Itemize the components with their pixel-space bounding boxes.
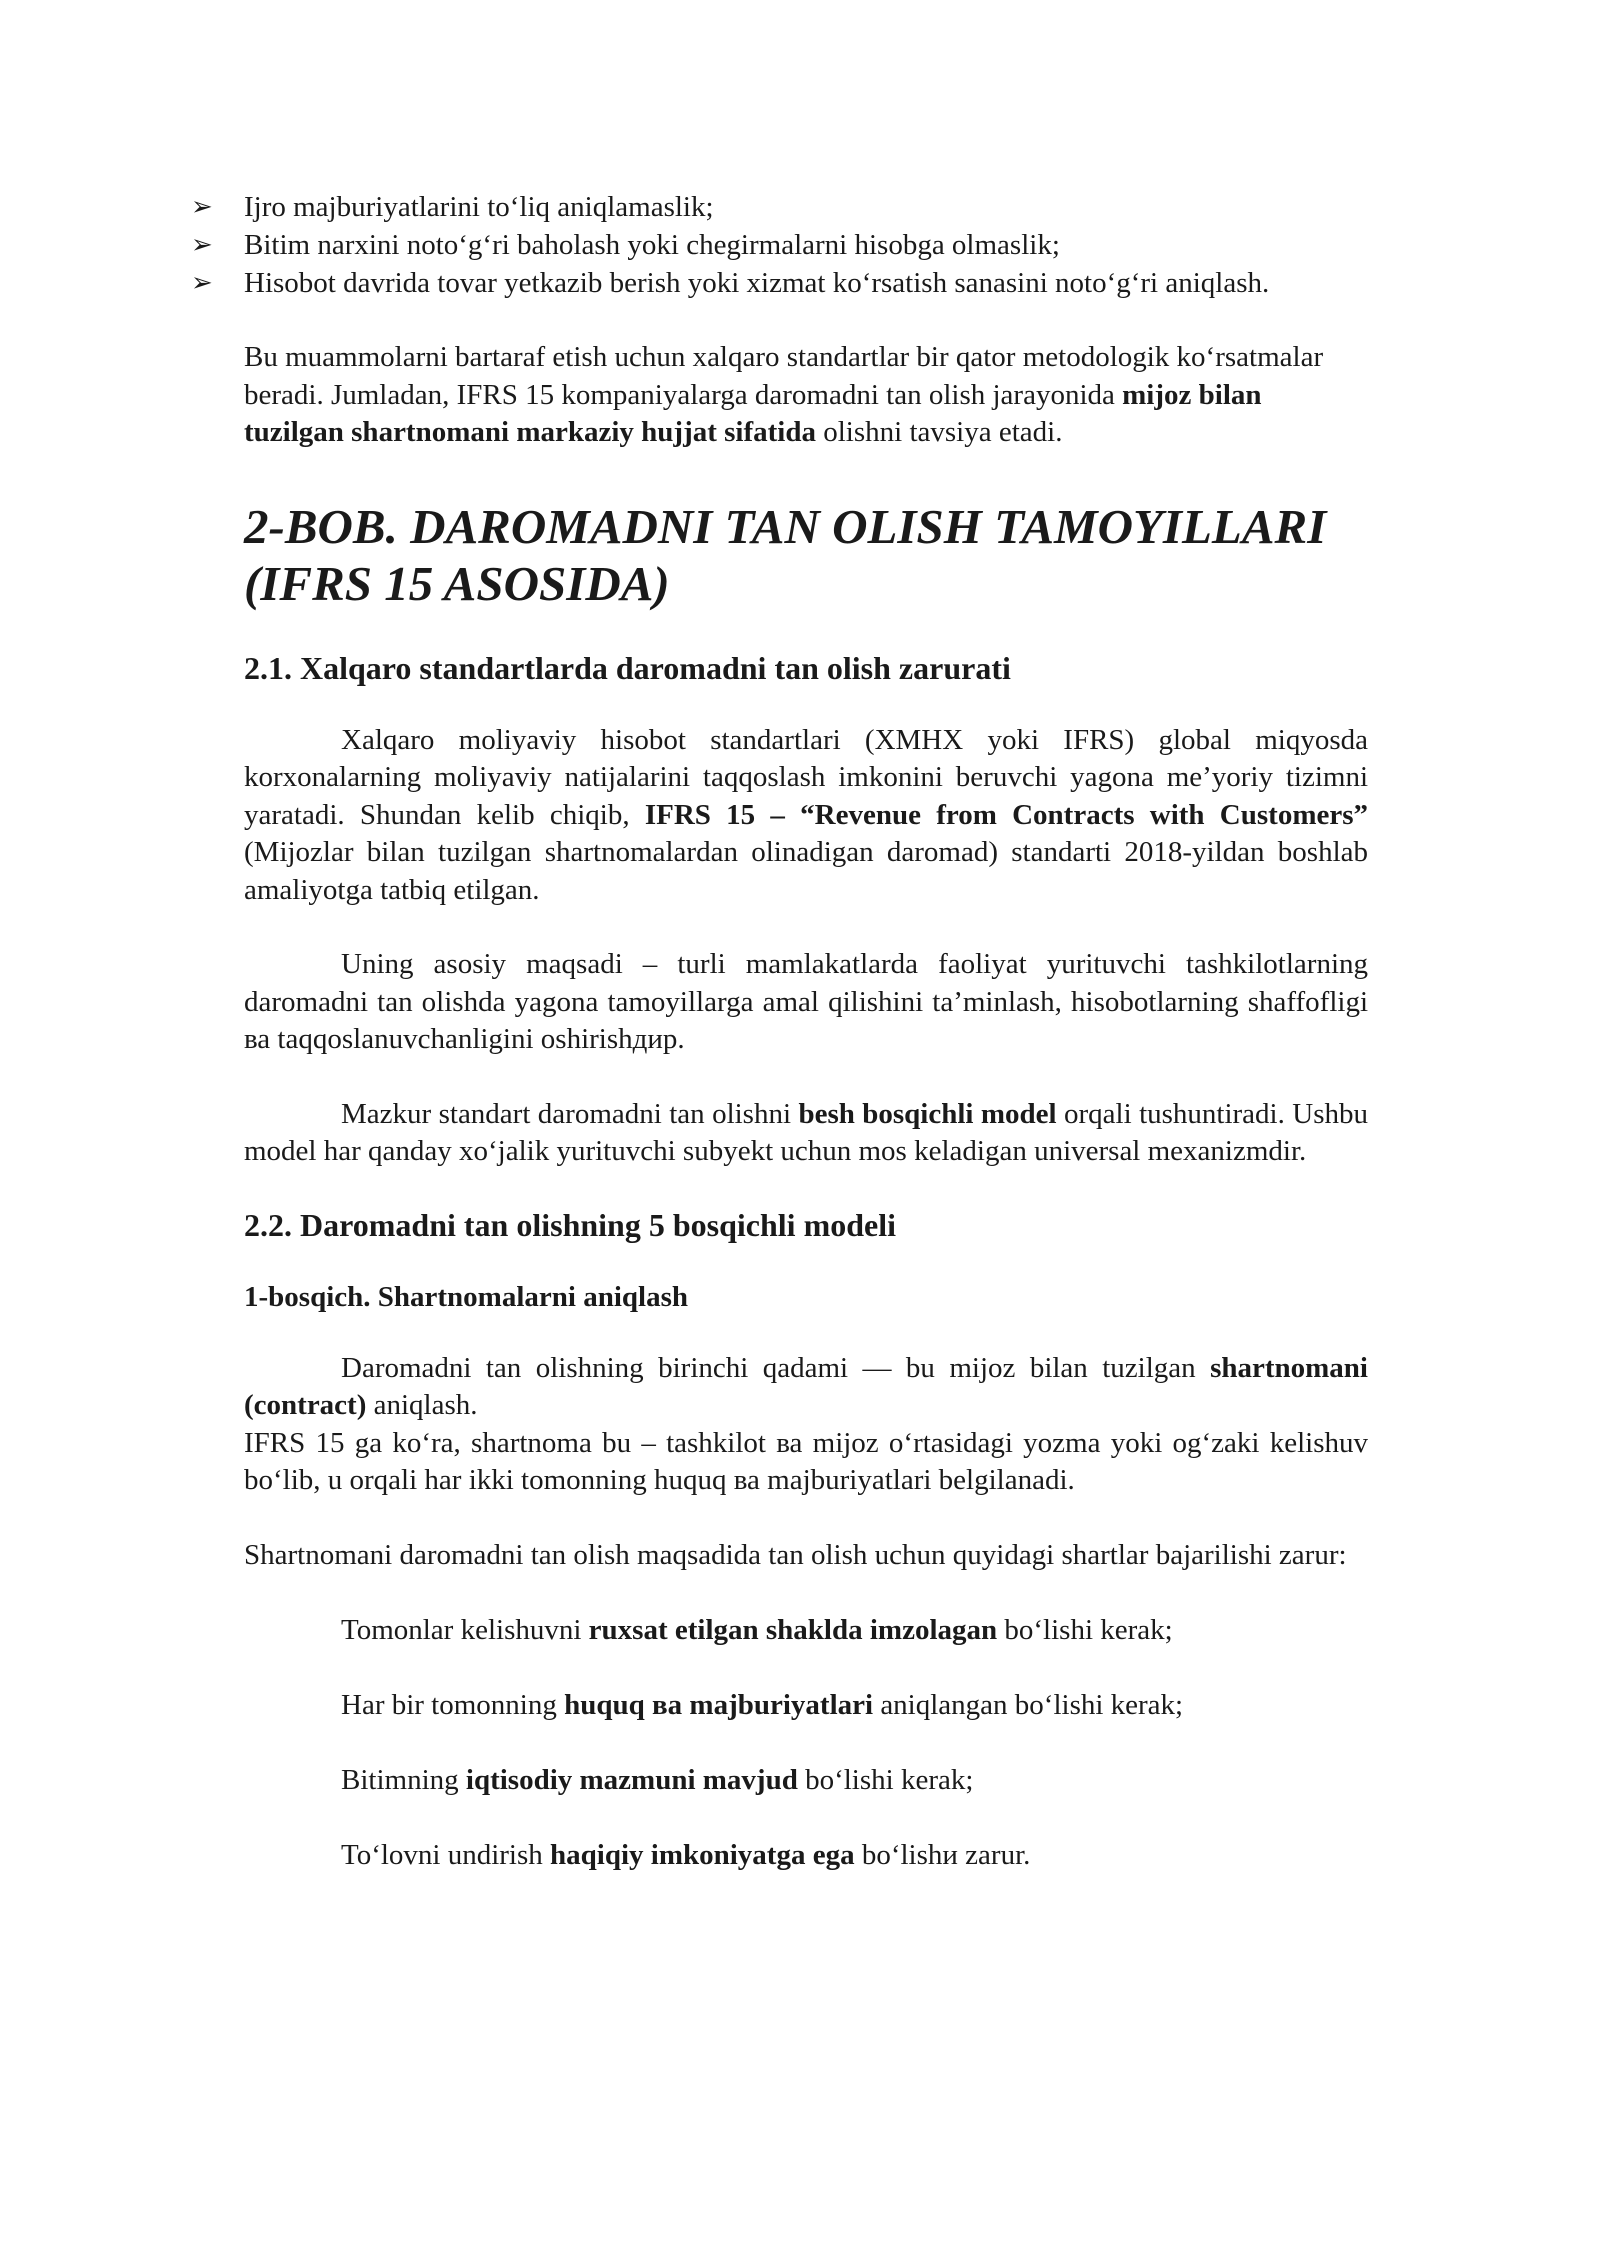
condition-item — [244, 1611, 1368, 1649]
section-2-2-title: 2.2. Daromadni tan olishning 5 bosqichli modeli — [244, 1206, 896, 1243]
condition-bold-text: iqtisodiy mazmuni mavjud — [465, 1764, 798, 1796]
step-1-paragraph-3: Shartnomani daromadni tan olish maqsadida tan olish uchun quyidagi shartlar bajarilishi zarur: — [244, 1538, 1347, 1571]
intro-text: Bu muammolarni bartaraf etish uchun xalqaro standartlar bir qator metodologik ko‘rsatmalar beradi. Jumladan, IFRS 15 kompaniyalarga daromadni tan olish jarayonida — [244, 341, 1324, 411]
arrow-bullet-icon: ➢ — [191, 192, 213, 222]
chapter-title — [244, 498, 1368, 612]
bullet-text: Hisobot davrida tovar yetkazib berish yoki xizmat ko‘rsatish sanasini noto‘g‘ri aniqlash. — [244, 267, 1270, 299]
condition-bold-text: haqiqiy imkoniyatga ega — [550, 1839, 855, 1871]
section-2-1-title: 2.1. Xalqaro standartlarda daromadni tan olish zarurati — [244, 649, 1011, 686]
bullet-text: Ijro majburiyatlarini to‘liq aniqlamaslik; — [244, 191, 714, 223]
step-1-title: 1-bosqich. Shartnomalarni aniqlash — [244, 1280, 688, 1313]
paragraph-bold-text: besh bosqichli model — [798, 1097, 1057, 1130]
bullet-item — [191, 264, 1368, 302]
intro-paragraph — [244, 339, 1368, 452]
step-1-paragraph-1 — [244, 1350, 1368, 1425]
paragraph-text-end: orqali tushuntiradi. Ushbu model har qanday xo‘jalik yurituvchi subyekt uchun mos keladigan universal mexanizmdir. — [244, 1097, 1369, 1167]
section-2-1-paragraph-1 — [244, 722, 1368, 910]
section-2-1-paragraph-3 — [244, 1096, 1368, 1171]
section-2-1-paragraph-2: Uning asosiy maqsadi – turli mamlakatlarda faoliyat yurituvchi tashkilotlarning daromadni tan olishda yagona tamoyillarga amal qilishini ta’minlash, hisobotlarning shaffofligi ва taqqoslanuvchanligini oshirishдир. — [244, 948, 1368, 1055]
condition-text: To‘lovni undirish — [341, 1839, 551, 1871]
paragraph-text-end: aniqlash. — [366, 1389, 478, 1421]
document-page — [191, 188, 1369, 1874]
paragraph-bold-text: IFRS 15 – “Revenue from Contracts with Customers” — [644, 798, 1369, 831]
intro-bold-text: mijoz bilan tuzilgan shartnomani markaziy hujjat sifatida — [244, 378, 1262, 448]
bullet-item — [191, 188, 1368, 226]
step-1-paragraph-2: IFRS 15 ga ko‘ra, shartnoma bu – tashkilot ва mijoz o‘rtasidagi yozma yoki og‘zaki kelishuv bo‘lib, u orqali har ikki tomonning huquq ва majburiyatlari belgilanadi. — [244, 1426, 1368, 1496]
paragraph-bold-text: shartnomani (contract) — [244, 1351, 1368, 1421]
paragraph-text-end: (Mijozlar bilan tuzilgan shartnomalardan olinadigan daromad) standarti 2018-yildan boshlab amaliyotga tatbiq etilgan. — [244, 836, 1368, 906]
arrow-bullet-icon: ➢ — [191, 230, 213, 260]
bullet-text: Bitim narxini noto‘g‘ri baholash yoki chegirmalarni hisobga olmaslik; — [244, 229, 1060, 261]
arrow-bullet-icon: ➢ — [191, 268, 213, 298]
issues-bullet-list — [191, 188, 1368, 302]
condition-bold-text: ruxsat etilgan shaklda imzolagan — [588, 1614, 998, 1646]
condition-item — [244, 1686, 1368, 1724]
bullet-item — [191, 226, 1368, 264]
paragraph-text: Xalqaro moliyaviy hisobot standartlari (XMHX yoki IFRS) global miqyosda korxonalarning moliyaviy natijalarini taqqoslash imkonini beruvchi yagona me’yoriy tizimni yaratadi. Shundan kelib chiqib, — [244, 723, 1368, 831]
paragraph-text: Mazkur standart daromadni tan olishni — [341, 1097, 799, 1130]
condition-item — [244, 1836, 1368, 1874]
condition-text-end: bo‘lishi kerak; — [997, 1614, 1173, 1646]
intro-text-end: olishni tavsiya etadi. — [815, 416, 1063, 448]
condition-text-end: bo‘lishi kerak; — [797, 1764, 974, 1796]
condition-text-end: bo‘lishи zarur. — [854, 1839, 1031, 1871]
chapter-title-line-2: (IFRS 15 ASOSIDA) — [244, 555, 670, 611]
condition-text: Tomonlar kelishuvni — [341, 1614, 589, 1646]
condition-text: Har bir tomonning — [341, 1689, 565, 1721]
condition-bold-text: huquq ва majburiyatlari — [564, 1689, 874, 1721]
chapter-title-line-1: 2-BOB. DAROMADNI TAN OLISH TAMOYILLARI — [244, 498, 1327, 554]
condition-text-end: aniqlangan bo‘lishi kerak; — [873, 1689, 1184, 1721]
condition-text: Bitimning — [341, 1764, 466, 1796]
paragraph-text: Daromadni tan olishning birinchi qadami — bu mijoz bilan tuzilgan — [341, 1351, 1211, 1384]
condition-item — [244, 1761, 1368, 1799]
